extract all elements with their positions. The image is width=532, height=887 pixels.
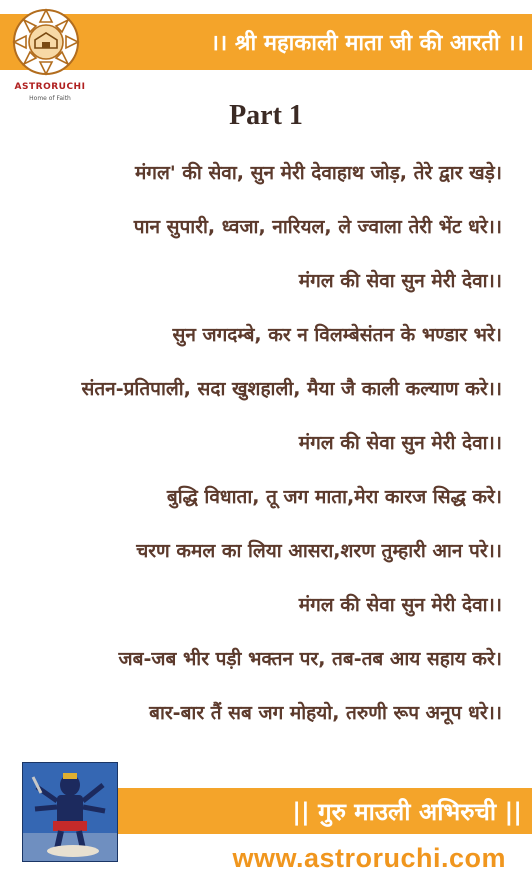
verse-line: बार-बार तैं सब जग मोहयो, तरुणी रूप अनूप धरे।।: [149, 702, 502, 724]
kali-illustration-icon: [23, 763, 117, 861]
verse-line: मंगल' की सेवा, सुन मेरी देवाहाथ जोड़, तेरे द्वार खड़े।: [134, 162, 502, 184]
verse-refrain: मंगल की सेवा सुन मेरी देवा।।: [298, 270, 502, 292]
astroruchi-logo: [4, 4, 88, 104]
logo-brand-text: ASTRORUCHI: [14, 82, 86, 92]
aarti-verses: [32, 158, 502, 752]
page-title: ।। श्री महाकाली माता जी की आरती ।।: [210, 31, 524, 56]
logo-tagline: Home of Faith: [29, 95, 71, 102]
lotus-emblem-icon: [4, 4, 88, 84]
verse-line: संतन-प्रतिपाली, सदा खुशहाली, मैया जै काली कल्याण करे।।: [81, 378, 502, 400]
part-title: Part 1: [229, 100, 303, 131]
verse-line: चरण कमल का लिया आसरा,शरण तुम्हारी आन परे।।: [136, 540, 502, 562]
verse-refrain: मंगल की सेवा सुन मेरी देवा।।: [298, 432, 502, 454]
goddess-kali-image: [22, 762, 118, 862]
verse-line: बुद्धि विधाता, तू जग माता,मेरा कारज सिद्ध करे।: [166, 486, 502, 508]
website-link[interactable]: www.astroruchi.com: [232, 842, 506, 873]
verse-line: पान सुपारी, ध्वजा, नारियल, ले ज्वाला तेरी भेंट धरे।।: [133, 216, 502, 238]
verse-line: जब-जब भीर पड़ी भक्तन पर, तब-तब आय सहाय करे।: [118, 648, 502, 670]
verse-line: सुन जगदम्बे, कर न विलम्बेसंतन के भण्डार भरे।: [172, 324, 502, 346]
verse-refrain: मंगल की सेवा सुन मेरी देवा।।: [298, 594, 502, 616]
footer-title: || गुरु माउली अभिरुची ||: [292, 797, 522, 826]
